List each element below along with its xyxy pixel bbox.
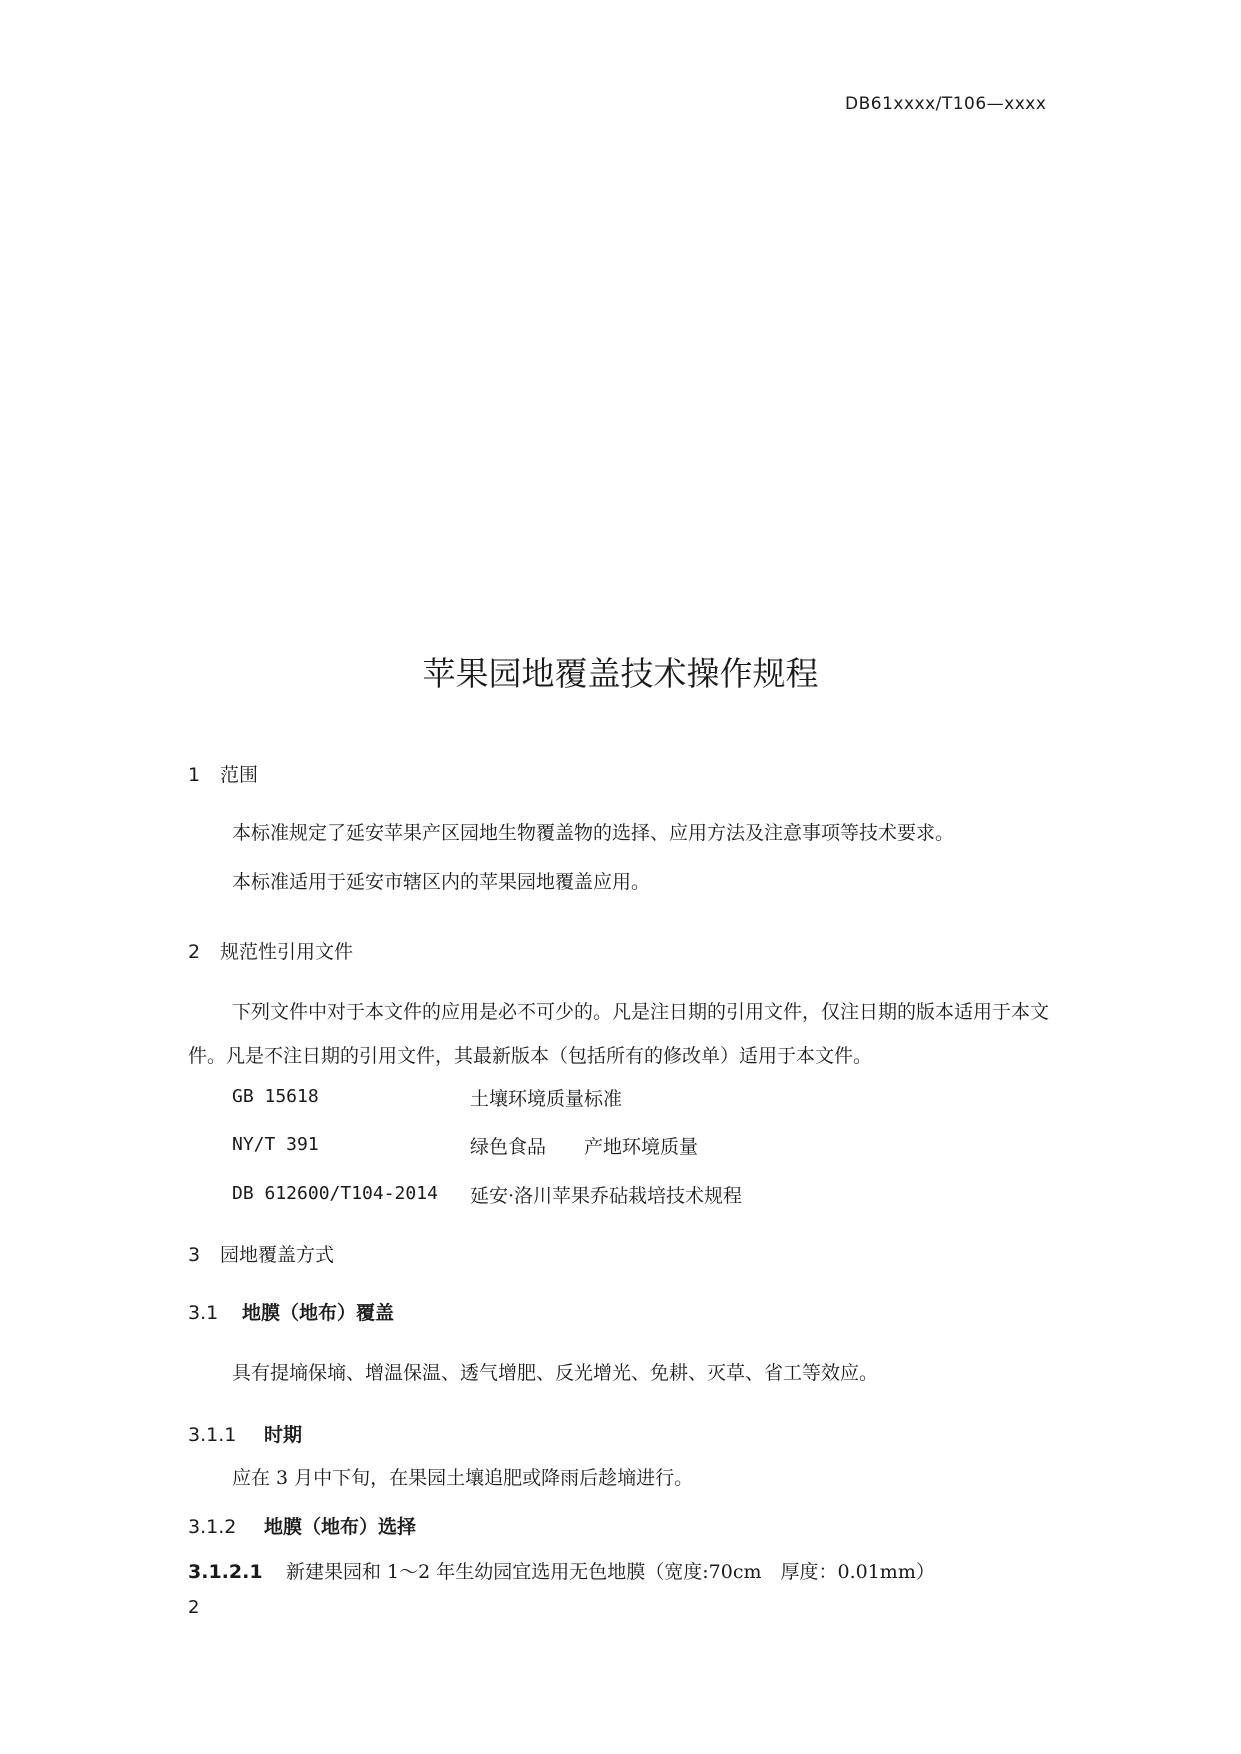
subsection-heading-3-1-1 (188, 1420, 302, 1447)
scope-paragraph-1: 本标准规定了延安苹果产区园地生物覆盖物的选择、应用方法及注意事项等技术要求。 (232, 822, 955, 844)
reference-title: 延安·洛川苹果乔砧栽培技术规程 (470, 1185, 743, 1207)
reference-title: 土壤环境质量标准 (470, 1088, 623, 1110)
subsection-title: 地膜（地布）覆盖 (242, 1302, 395, 1324)
section-heading-3 (188, 1240, 334, 1267)
page-title: 苹果园地覆盖技术操作规程 (422, 654, 819, 693)
scope-paragraph-2: 本标准适用于延安市辖区内的苹果园地覆盖应用。 (232, 871, 651, 893)
reference-title: 绿色食品 产地环境质量 (470, 1136, 699, 1158)
section-title: 范围 (220, 764, 259, 786)
section-number: 3 (188, 1244, 201, 1266)
section-title: 规范性引用文件 (220, 941, 354, 963)
clause-number: 3.1.2.1 (188, 1561, 263, 1583)
subsection-heading-3-1 (188, 1298, 394, 1325)
subsection-heading-3-1-2 (188, 1512, 416, 1539)
reference-code: DB 612600/T104-2014 (232, 1183, 438, 1204)
section-heading-2 (188, 937, 353, 964)
clause-text: 新建果园和 1～2 年生幼园宜选用无色地膜（宽度:70cm 厚度：0.01mm） (286, 1561, 935, 1583)
subsection-number: 3.1.1 (188, 1424, 237, 1446)
section-number: 2 (188, 941, 201, 963)
section-number: 1 (188, 764, 201, 786)
normative-references-paragraph: 下列文件中对于本文件的应用是必不可少的。凡是注日期的引用文件，仅注日期的版本适用于本文件。凡是不注日期的引用文件，其最新版本（包括所有的修改单）适用于本文件。 (188, 1001, 1050, 1067)
subsection-title: 地膜（地布）选择 (264, 1516, 417, 1538)
section-heading-1 (188, 760, 258, 787)
page-number: 2 (188, 1597, 200, 1618)
reference-code: GB 15618 (232, 1086, 319, 1107)
document-code: DB61xxxx/T106—xxxx (845, 94, 1047, 114)
section-title: 园地覆盖方式 (220, 1244, 335, 1266)
mulch-effects-paragraph: 具有提墒保墒、增温保温、透气增肥、反光增光、免耕、灭草、省工等效应。 (232, 1362, 879, 1384)
subsection-number: 3.1.2 (188, 1516, 237, 1538)
subsection-number: 3.1 (188, 1302, 219, 1324)
reference-code: NY/T 391 (232, 1134, 319, 1155)
clause-3-1-2-1 (188, 1558, 935, 1587)
subsection-title: 时期 (264, 1424, 303, 1446)
timing-paragraph: 应在 3 月中下旬，在果园土壤追肥或降雨后趁墒进行。 (232, 1467, 694, 1489)
